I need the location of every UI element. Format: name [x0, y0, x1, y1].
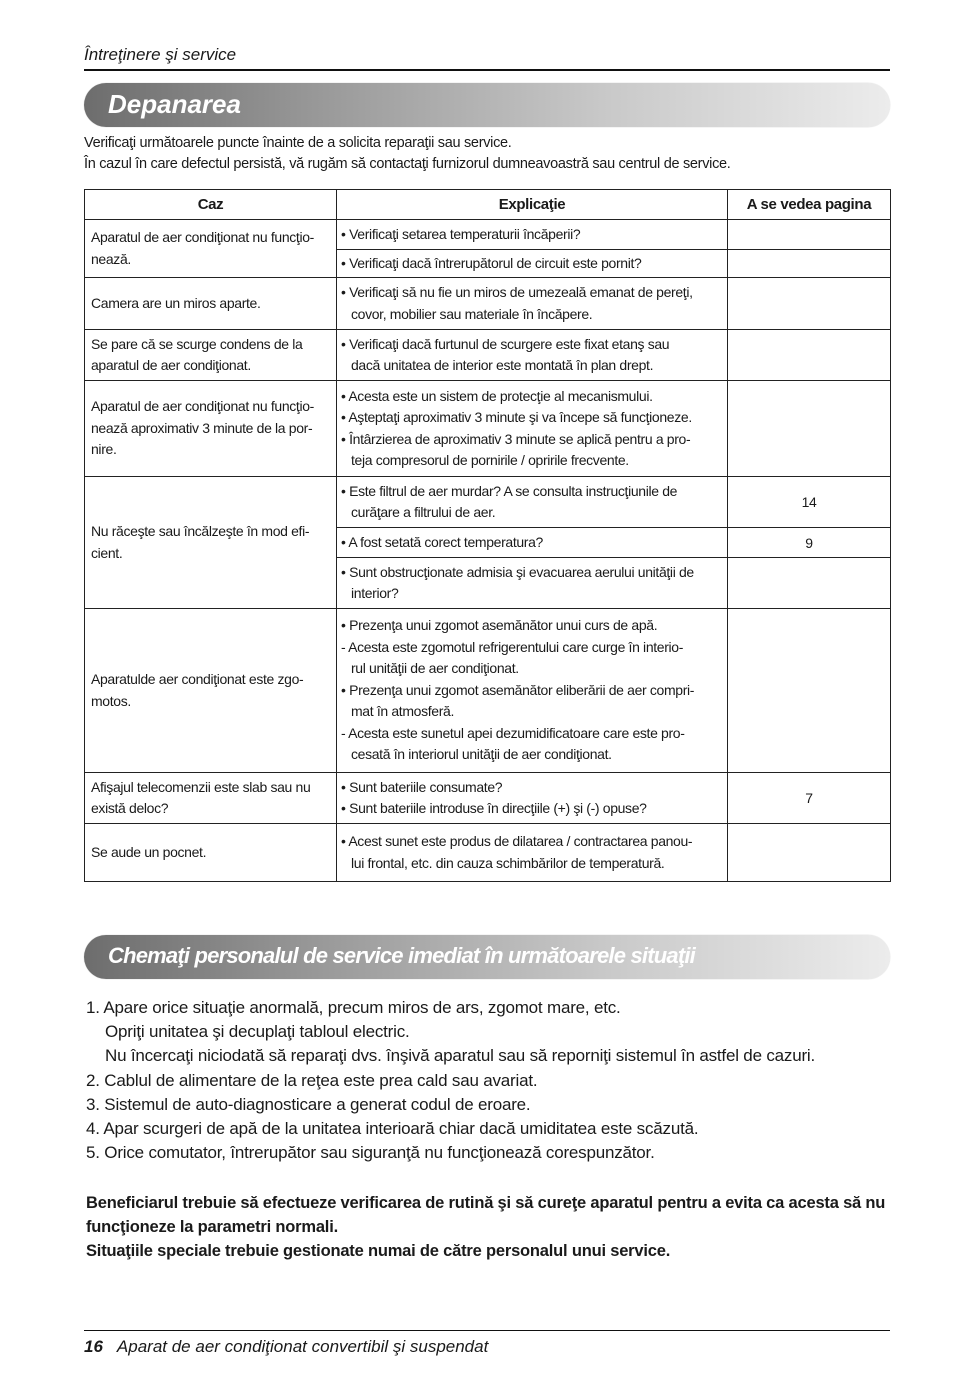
- explanation-bullet: • Sunt bateriile consumate?: [341, 778, 503, 795]
- page-reference-cell: [728, 278, 891, 330]
- explanation-bullet: • Prezenţa unui zgomot asemănător eliberării de aer compri- mat în atmosferă.: [341, 681, 695, 720]
- page-reference-cell: 14: [728, 477, 891, 528]
- page-reference-cell: [728, 381, 891, 477]
- footer-title: Aparat de aer condiţionat convertibil şi suspendat: [116, 1337, 489, 1356]
- column-header-explanation: Explicaţie: [337, 190, 728, 220]
- intro-text: [84, 133, 731, 175]
- explanation-bullet: • Verificaţi să nu fie un miros de umezeală emanat de pereţi, covor, mobilier sau materiale în încăpere.: [341, 284, 693, 322]
- case-cell: Afişajul telecomenzii este slab sau nu există deloc?: [85, 773, 337, 824]
- explanation-cell: [337, 381, 728, 477]
- column-header-case: Caz: [85, 190, 337, 220]
- explanation-bullet: - Acesta este sunetul apei dezumidificatoare care este pro- cesată în interiorul unităţii de aer condiţionat.: [341, 724, 685, 763]
- explanation-bullet: • Verificaţi dacă furtunul de scurgere este fixat etanş sau dacă unitatea de interior este montată în plan drept.: [341, 335, 670, 373]
- explanation-bullet: • Întârzierea de aproximativ 3 minute se aplică pentru a pro- teja compresorul de pornirile / opririle frecvente.: [341, 430, 691, 468]
- note-paragraph: Situaţiile speciale trebuie gestionate numai de către personalul unui service.: [86, 1242, 671, 1260]
- explanation-bullet: • Prezenţa unui zgomot asemănător unui curs de apă.: [341, 617, 658, 634]
- explanation-cell: [337, 278, 728, 330]
- table-row: [85, 330, 891, 381]
- explanation-cell: [337, 477, 728, 528]
- page-reference-cell: [728, 824, 891, 882]
- explanation-bullet: • A fost setată corect temperatura?: [341, 533, 543, 550]
- table-row: [85, 220, 891, 250]
- situations-list: [86, 996, 815, 1165]
- footer-divider: [84, 1330, 890, 1331]
- list-item-continuation: Opriţi unitatea şi decuplaţi tabloul electric.: [105, 1022, 410, 1042]
- section-title: Depanarea: [108, 89, 241, 119]
- troubleshooting-table: [84, 189, 891, 882]
- bold-note: [86, 1191, 896, 1263]
- explanation-bullet: • Sunt bateriile introduse în direcţiile (+) şi (-) opuse?: [341, 800, 647, 816]
- explanation-cell: [337, 330, 728, 381]
- explanation-bullet: • Acest sunet este produs de dilatarea / contractarea panou- lui frontal, etc. din cauza schimbărilor de temperatură.: [341, 833, 693, 871]
- explanation-bullet: - Acesta este zgomotul refrigerentului care curge în interio- rul unităţii de aer condiţionat.: [341, 638, 684, 677]
- intro-line: Verificaţi următoarele puncte înainte de a solicita reparaţii sau service.: [84, 135, 512, 151]
- section-banner-troubleshooting: [84, 83, 890, 127]
- table-row: [85, 477, 891, 528]
- page-number: 16: [84, 1337, 103, 1356]
- table-row: [85, 773, 891, 824]
- explanation-cell: [337, 528, 728, 558]
- explanation-bullet: • Sunt obstrucţionate admisia şi evacuarea aerului unităţii de interior?: [341, 563, 694, 601]
- explanation-cell: [337, 609, 728, 773]
- page-reference-cell: [728, 250, 891, 278]
- intro-line: În cazul în care defectul persistă, vă rugăm să contactaţi furnizorul dumneavoastră sau centrul de service.: [84, 156, 731, 172]
- list-item: 4. Apar scurgeri de apă de la unitatea interioară chiar dacă umiditatea este scăzută.: [86, 1119, 699, 1139]
- table-row: [85, 824, 891, 882]
- list-item: 5. Orice comutator, întrerupător sau siguranţă nu funcţionează corespunzător.: [86, 1143, 655, 1163]
- table-row: [85, 381, 891, 477]
- explanation-bullet: • Aşteptaţi aproximativ 3 minute şi va începe să funcţioneze.: [341, 409, 692, 425]
- page-reference-cell: 9: [728, 528, 891, 558]
- list-item: 3. Sistemul de auto-diagnosticare a generat codul de eroare.: [86, 1094, 531, 1114]
- list-item: 1. Apare orice situaţie anormală, precum miros de ars, zgomot mare, etc.: [86, 998, 621, 1017]
- explanation-cell: [337, 250, 728, 278]
- case-cell: Nu răceşte sau încălzeşte în mod efi- cient.: [85, 477, 337, 609]
- list-item: 2. Cablul de alimentare de la reţea este prea cald sau avariat.: [86, 1070, 538, 1090]
- page-reference-cell: 7: [728, 773, 891, 824]
- case-cell: Aparatul de aer condiţionat nu funcţio- nează aproximativ 3 minute de la por- nire.: [85, 381, 337, 477]
- table-row: [85, 278, 891, 330]
- section-banner-call-service: [84, 935, 890, 979]
- case-cell: Aparatulde aer condiţionat este zgo- motos.: [85, 609, 337, 773]
- case-cell: Se aude un pocnet.: [85, 824, 337, 882]
- explanation-bullet: • Este filtrul de aer murdar? A se consulta instrucţiunile de curăţare a filtrului de aer.: [341, 482, 678, 520]
- case-cell: Aparatul de aer condiţionat nu funcţio- nează.: [85, 220, 337, 278]
- page-reference-cell: [728, 558, 891, 609]
- explanation-bullet: • Acesta este un sistem de protecţie al mecanismului.: [341, 387, 653, 404]
- explanation-cell: [337, 220, 728, 250]
- case-cell: Camera are un miros aparte.: [85, 278, 337, 330]
- running-header: Întreţinere şi service: [84, 45, 237, 64]
- column-header-page: A se vedea pagina: [728, 190, 891, 220]
- section-title: Chemaţi personalul de service imediat în următoarele situaţii: [108, 943, 695, 968]
- explanation-bullet: • Verificaţi dacă întrerupătorul de circuit este pornit?: [341, 254, 642, 271]
- list-item-continuation: Nu încercaţi niciodată să reparaţi dvs. înşivă aparatul sau să reporniţi sistemul în astfel de cazuri.: [105, 1046, 816, 1066]
- explanation-cell: [337, 773, 728, 824]
- explanation-cell: [337, 558, 728, 609]
- explanation-cell: [337, 824, 728, 882]
- page-reference-cell: [728, 609, 891, 773]
- header-divider: [84, 69, 890, 71]
- table-row: [85, 609, 891, 773]
- footer: [84, 1337, 488, 1357]
- note-paragraph: Beneficiarul trebuie să efectueze verificarea de rutină şi să cureţe aparatul pentru a evita ca acesta să nu funcţioneze la parametri normali.: [86, 1194, 886, 1236]
- explanation-bullet: • Verificaţi setarea temperaturii încăperii?: [341, 225, 581, 242]
- page-reference-cell: [728, 330, 891, 381]
- page-reference-cell: [728, 220, 891, 250]
- case-cell: Se pare că se scurge condens de la aparatul de aer condiţionat.: [85, 330, 337, 381]
